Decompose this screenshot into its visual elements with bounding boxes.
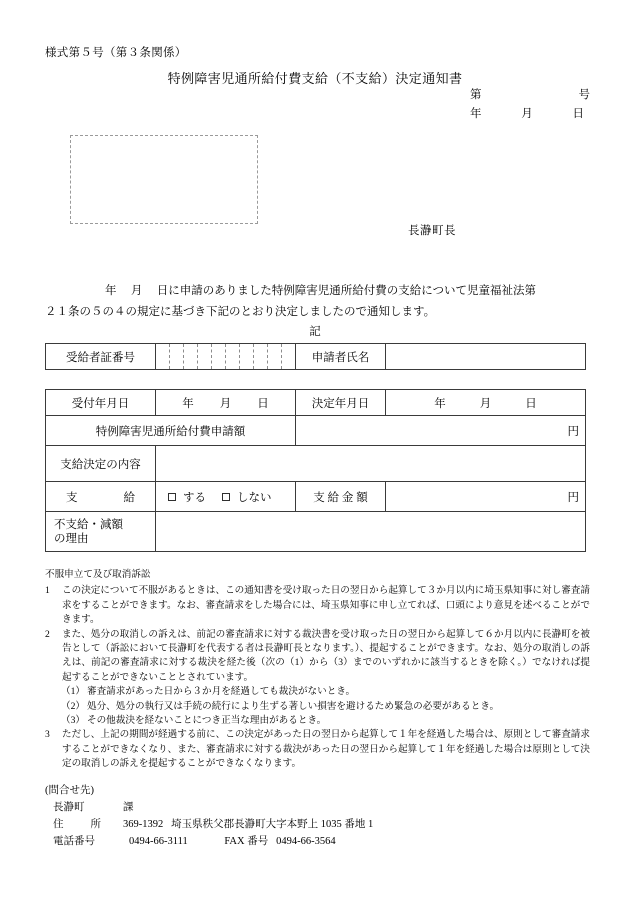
application-day-text: 日に申請のありました特例障害児通所給付費の支給について児童福祉法第 [156, 285, 537, 297]
payment-yes-option[interactable] [168, 489, 206, 505]
contact-address-row [45, 816, 373, 833]
digit-cell[interactable] [212, 344, 226, 369]
decision-content-value[interactable] [156, 446, 586, 482]
payment-choice-cell [156, 482, 296, 512]
claim-amount-value[interactable] [296, 416, 586, 446]
notice-item-number: 2 [45, 628, 50, 640]
contact-fax: 0494-66-3564 [276, 836, 336, 847]
ki-marker: 記 [309, 326, 321, 338]
payment-amount-label: 支 給 金 額 [296, 482, 386, 512]
receipt-date-month: 月 [219, 397, 232, 410]
contact-town: 長瀞町 [53, 802, 85, 813]
reference-number-suffix: 号 [578, 89, 590, 101]
digit-cell[interactable] [282, 344, 295, 369]
digit-cell[interactable] [254, 344, 268, 369]
document-title: 特例障害児通所給付費支給（不支給）決定通知書 [167, 71, 463, 86]
application-year: 年 [105, 285, 117, 297]
receipt-date-label: 受付年月日 [46, 390, 156, 416]
applicant-name-label: 申請者氏名 [296, 344, 386, 370]
notice-sub-item-text: 審査請求があった日から３か月を経過しても裁決がないとき。 [87, 686, 356, 698]
notice-sub-item [45, 714, 590, 728]
table-row [46, 446, 586, 482]
decision-date-month: 月 [479, 397, 492, 410]
digit-cell[interactable] [268, 344, 282, 369]
contact-address-label [45, 816, 123, 833]
applicant-name-value[interactable] [386, 344, 586, 370]
table-row [46, 482, 586, 512]
legal-notice-title: 不服申立て及び取消訴訟 [45, 569, 151, 580]
legal-notice-section [45, 568, 590, 772]
contact-postal-code: 369-1392 [123, 819, 164, 830]
payment-no-label: しない [237, 491, 272, 504]
notice-sub-item [45, 685, 590, 699]
issue-date-year: 年 [470, 108, 482, 120]
cert-number-digit-grid [156, 344, 295, 369]
contact-heading-row [45, 782, 373, 799]
notice-item-number: 1 [45, 585, 50, 597]
cert-number-label: 受給者証番号 [46, 344, 156, 370]
decision-date-label: 決定年月日 [296, 390, 386, 416]
decision-date-year: 年 [434, 397, 446, 410]
contact-tel: 0494-66-3111 [129, 836, 188, 847]
payment-choice-group [162, 489, 289, 505]
digit-cell[interactable] [156, 344, 170, 369]
notice-item-text: この決定について不服があるときは、この通知書を受け取った日の翌日から起算して３か月以内に埼玉県知事に対し審査請求をすることができます。なお、審査請求をした場合には、埼玉県知事に申し立てれば、口頭により意見を述べることができます。 [62, 585, 590, 626]
notice-item-text: また、処分の取消しの訴えは、前記の審査請求に対する裁決書を受け取った日の翌日から起算して６か月以内に長瀞町を被告として（訴訟において長瀞町を代表する者は長瀞町長となります。）、提起することができます。なお、処分の取消しの訴えは、前記の審査請求に対する裁決を経た後（次の（1）から（3）までのいずれかに該当するときを除く。）でなければ提起することができないこととされています。 [62, 628, 590, 683]
reference-number-row [470, 86, 590, 105]
body-line-2: ２１条の５の４の規定に基づき下記のとおり決定しましたので通知します。 [45, 306, 436, 318]
contact-fax-label: FAX 番号 [224, 836, 269, 847]
table-row [46, 344, 586, 370]
payment-no-option[interactable] [222, 489, 272, 505]
decision-date-ymd [392, 395, 579, 411]
decision-date-day: 日 [525, 397, 537, 410]
notice-item [45, 728, 590, 771]
application-month: 月 [130, 285, 143, 297]
payment-label-char-1: 支 [66, 491, 78, 504]
contact-tel-value [123, 833, 373, 850]
decision-content-label: 支給決定の内容 [46, 446, 156, 482]
notice-item-text: ただし、上記の期間が経過する前に、この決定があった日の翌日から起算して１年を経過した場合は、原則として審査請求することができなくなり、また、審査請求に対する裁決があった日の翌日から起算して１年を経過した場合は原則として決定の取消しの訴えを提起することができなくなります。 [62, 729, 590, 770]
issue-date-row [470, 105, 590, 124]
contact-address: 埼玉県秩父郡長瀞町大字本野上 1035 番地 1 [171, 819, 374, 830]
notice-item [45, 628, 590, 686]
payment-label-char-2: 給 [123, 491, 135, 504]
reason-label-line-2: の理由 [54, 532, 89, 545]
contact-section [45, 782, 373, 850]
reason-label-line-1: 不支給・減額 [54, 518, 123, 531]
issue-date-day: 日 [572, 108, 584, 120]
receipt-date-day: 日 [257, 397, 269, 410]
cert-number-input[interactable] [156, 344, 296, 370]
decision-date-value[interactable] [386, 390, 586, 416]
payment-amount-value[interactable] [386, 482, 586, 512]
contact-department-row [45, 799, 373, 816]
claim-amount-label: 特例障害児通所給付費申請額 [46, 416, 296, 446]
receipt-date-year: 年 [182, 397, 194, 410]
payment-label [46, 482, 156, 512]
reference-block [470, 86, 590, 124]
notice-sub-item-text: 処分、処分の執行又は手続の続行により生ずる著しい損害を避けるため緊急の必要があるとき。 [87, 700, 500, 712]
receipt-date-value[interactable] [156, 390, 296, 416]
digit-cell[interactable] [226, 344, 240, 369]
checkbox-icon[interactable] [168, 493, 176, 501]
payment-label-text [52, 489, 149, 505]
contact-heading: (問合せ先) [45, 785, 94, 796]
reason-value[interactable] [156, 512, 586, 552]
recipient-table [45, 343, 586, 370]
recipient-address-box [70, 135, 258, 224]
reason-label [46, 512, 156, 552]
digit-cell[interactable] [198, 344, 212, 369]
decision-table [45, 389, 586, 552]
body-paragraph [45, 281, 587, 323]
notice-item-number: 3 [45, 729, 50, 741]
digit-cell[interactable] [184, 344, 198, 369]
claim-amount-unit: 円 [567, 425, 579, 438]
contact-address-label-char-1: 住 [53, 819, 64, 830]
digit-cell[interactable] [240, 344, 254, 369]
notice-sub-item-number: （3） [61, 715, 85, 727]
issue-date-month: 月 [521, 108, 533, 120]
payment-amount-unit: 円 [567, 491, 579, 504]
notice-sub-item-number: （2） [61, 700, 85, 712]
table-row [46, 512, 586, 552]
notice-sub-item-number: （1） [61, 686, 85, 698]
checkbox-icon[interactable] [222, 493, 230, 501]
digit-cell[interactable] [170, 344, 184, 369]
contact-address-value [123, 816, 373, 833]
reference-number-prefix: 第 [470, 89, 482, 101]
contact-address-label-char-2: 所 [90, 819, 101, 830]
payment-yes-label: する [183, 491, 206, 504]
table-row [46, 390, 586, 416]
table-row [46, 416, 586, 446]
contact-department: 課 [123, 802, 134, 813]
contact-tel-label: 電話番号 [53, 836, 95, 847]
issuer-name: 長瀞町長 [408, 225, 456, 237]
notice-sub-item-text: その他裁決を経ないことにつき正当な理由があるとき。 [87, 715, 327, 727]
contact-tel-row [45, 833, 373, 850]
notice-sub-item [45, 700, 590, 714]
form-number: 様式第５号（第３条関係） [45, 47, 187, 59]
notice-item [45, 584, 590, 627]
receipt-date-ymd [162, 395, 289, 411]
